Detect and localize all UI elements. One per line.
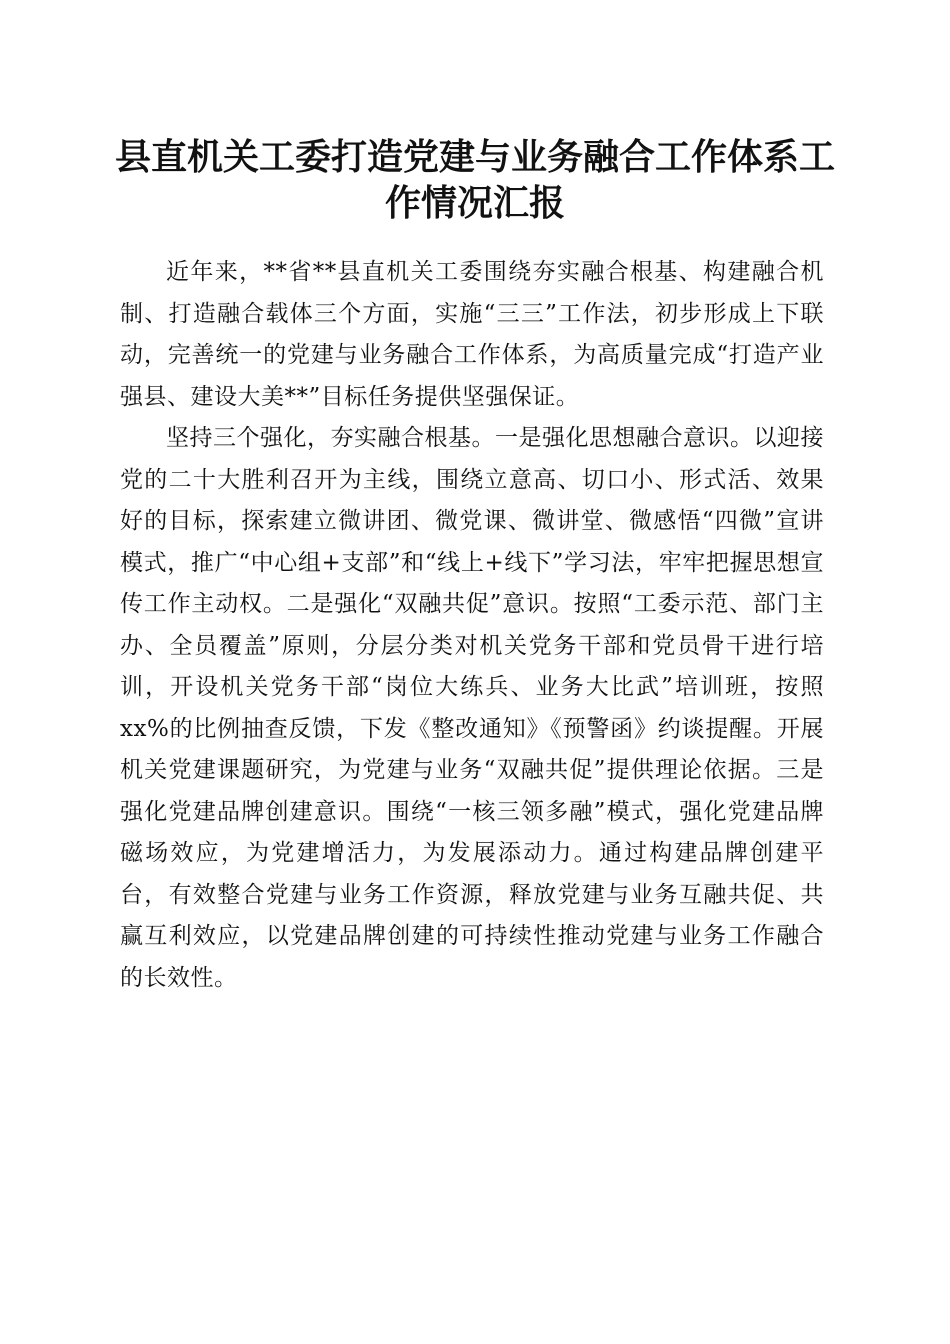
paragraph-three-strengthenings: 坚持三个强化，夯实融合根基。一是强化思想融合意识。以迎接党的二十大胜利召开为主线，围绕立意高、切口小、形式活、效果好的目标，探索建立微讲团、微党课、微讲堂、微感悟“四微”宣讲模式，推广“中心组+支部”和“线上+线下”学习法，牢牢把握思想宣传工作主动权。二是强化“双融共促”意识。按照“工委示范、部门主办、全员覆盖”原则，分层分类对机关党务干部和党员骨干进行培训，开设机关党务干部“岗位大练兵、业务大比武”培训班，按照xx%的比例抽查反馈，下发《整改通知》《预警函》约谈提醒。开展机关党建课题研究，为党建与业务“双融共促”提供理论依据。三是强化党建品牌创建意识。围绕“一核三领多融”模式，强化党建品牌磁场效应，为党建增活力，为发展添动力。通过构建品牌创建平台，有效整合党建与业务工作资源，释放党建与业务互融共促、共赢互利效应，以党建品牌创建的可持续性推动党建与业务工作融合的长效性。	[120, 425, 824, 991]
document-body	[120, 252, 824, 999]
document-title: 县直机关工委打造党建与业务融合工作体系工作情况汇报	[114, 136, 835, 224]
paragraph-intro: 近年来，**省**县直机关工委围绕夯实融合根基、构建融合机制、打造融合载体三个方面，实施“三三”工作法，初步形成上下联动，完善统一的党建与业务融合工作体系，为高质量完成“打造产业强县、建设大美**”目标任务提供坚强保证。	[120, 259, 824, 410]
